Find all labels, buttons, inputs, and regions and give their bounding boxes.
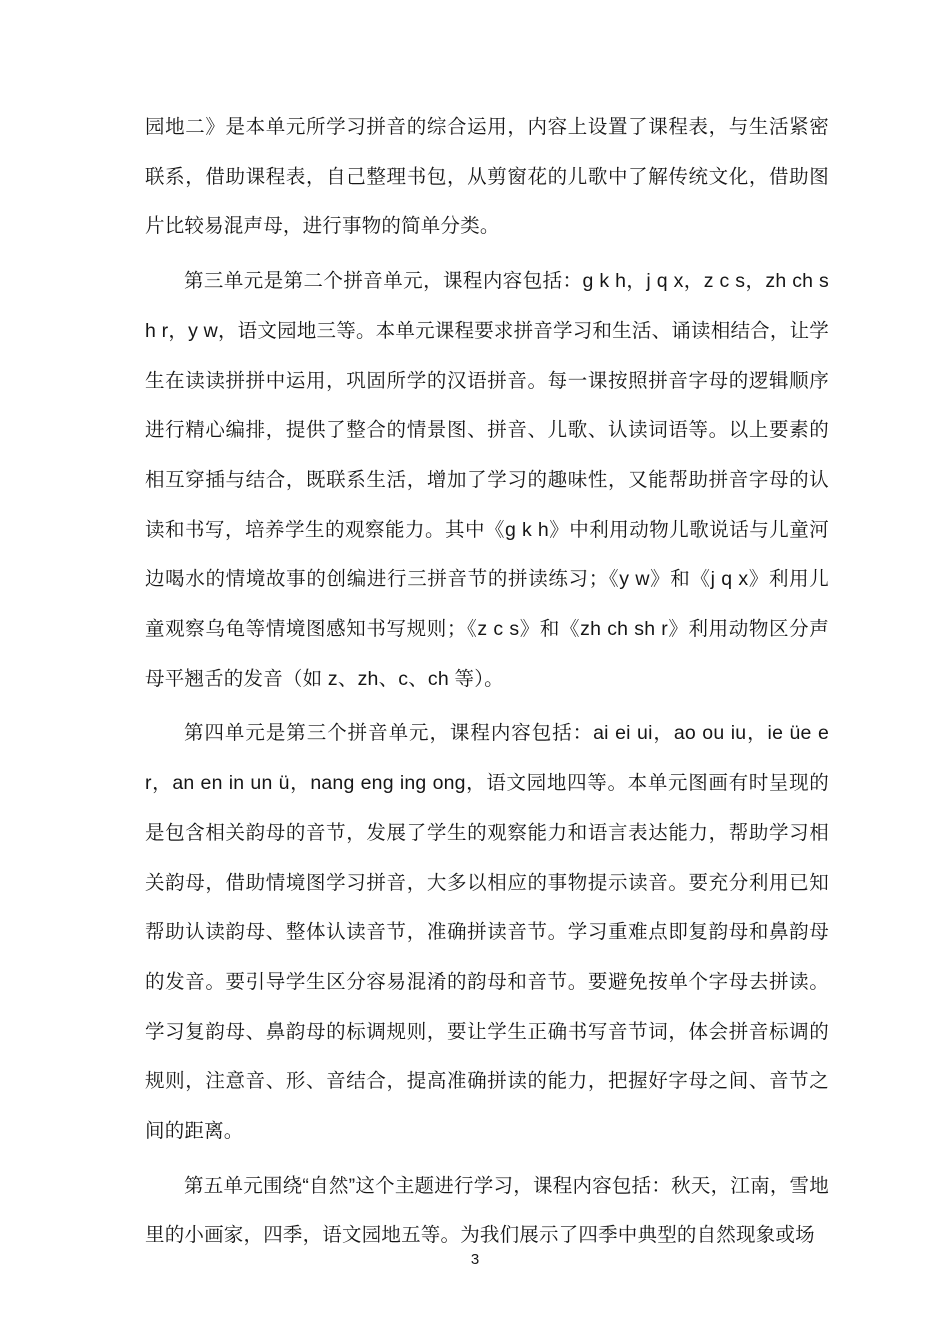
document-body bbox=[145, 103, 829, 1266]
page-number: 3 bbox=[470, 1251, 480, 1268]
paragraph-unit2-continuation: 园地二》是本单元所学习拼音的综合运用，内容上设置了课程表，与生活紧密联系，借助课程表，自己整理书包，从剪窗花的儿歌中了解传统文化，借助图片比较易混声母，进行事物的简单分类。 bbox=[145, 116, 829, 238]
paragraph-unit5: 第五单元围绕“自然”这个主题进行学习，课程内容包括：秋天，江南，雪地里的小画家，四季，语文园地五等。为我们展示了四季中典型的自然现象或场 bbox=[145, 1174, 829, 1247]
paragraph-unit3: 第三单元是第二个拼音单元，课程内容包括：g k h，j q x，z c s，zh ch sh r，y w，语文园地三等。本单元课程要求拼音学习和生活、诵读相结合，让学生在读读拼拼中运用，巩固所学的汉语拼音。每一课按照拼音字母的逻辑顺序进行精心编排，提供了整合的情景图、拼音、儿歌、认读词语等。以上要素的相互穿插与结合，既联系生活，增加了学习的趣味性，又能帮助拼音字母的认读和书写，培养学生的观察能力。其中《g k h》中利用动物儿歌说话与儿童河边喝水的情境故事的创编进行三拼音节的拼读练习；《y w》和《j q x》利用儿童观察乌龟等情境图感知书写规则；《z c s》和《zh ch sh r》利用动物区分声母平翘舌的发音（如 z、zh、c、ch 等）。 bbox=[145, 270, 829, 690]
paragraph-unit4: 第四单元是第三个拼音单元，课程内容包括：ai ei ui，ao ou iu，ie üe er，an en in un ü，nang eng ing ong，语文园地四等。本单元图画有时呈现的是包含相关韵母的音节，发展了学生的观察能力和语言表达能力，帮助学习相关韵母，借助情境图学习拼音，大多以相应的事物提示读音。要充分利用已知帮助认读韵母、整体认读音节，准确拼读音节。学习重难点即复韵母和鼻韵母的发音。要引导学生区分容易混淆的韵母和音节。要避免按单个字母去拼读。学习复韵母、鼻韵母的标调规则，要让学生正确书写音节词，体会拼音标调的规则，注意音、形、音结合，提高准确拼读的能力，把握好字母之间、音节之间的距离。 bbox=[145, 722, 829, 1143]
